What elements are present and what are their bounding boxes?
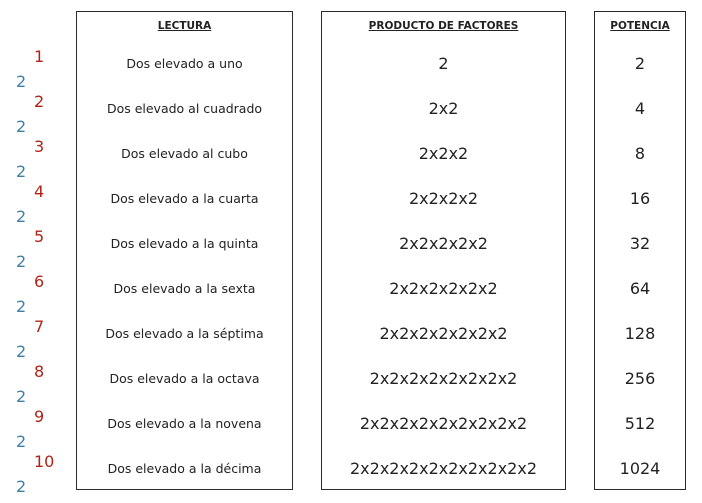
power-notation — [14, 137, 64, 182]
potencia-cell: 256 — [624, 369, 656, 388]
lectura-cell: Dos elevado al cubo — [121, 146, 248, 161]
producto-cell: 2x2x2 — [418, 144, 469, 163]
lectura-cell: Dos elevado a la novena — [107, 416, 262, 431]
lectura-cell: Dos elevado a la séptima — [105, 326, 264, 341]
power-notation-column — [0, 0, 70, 503]
power-notation — [14, 272, 64, 317]
power-base: 2 — [16, 387, 27, 406]
power-exponent: 5 — [34, 227, 45, 246]
power-base: 2 — [16, 297, 27, 316]
power-base: 2 — [16, 117, 27, 136]
potencia-cell: 8 — [634, 144, 646, 163]
lectura-cell: Dos elevado a uno — [126, 56, 243, 71]
power-notation — [14, 47, 64, 92]
potencia-cell: 512 — [624, 414, 656, 433]
power-exponent: 2 — [34, 92, 45, 111]
power-base: 2 — [16, 432, 27, 451]
potencia-cell: 1024 — [619, 459, 661, 478]
producto-cell: 2x2x2x2x2x2x2x2 — [369, 369, 518, 388]
potencia-cell: 2 — [634, 54, 646, 73]
power-exponent: 9 — [34, 407, 45, 426]
power-exponent: 8 — [34, 362, 45, 381]
producto-cell: 2x2x2x2x2 — [399, 234, 488, 253]
lectura-cell: Dos elevado a la sexta — [113, 281, 256, 296]
power-base: 2 — [16, 477, 27, 496]
power-base: 2 — [16, 162, 27, 181]
power-notation — [14, 317, 64, 362]
power-notation — [14, 227, 64, 272]
power-base: 2 — [16, 72, 27, 91]
lectura-cell: Dos elevado a la octava — [109, 371, 260, 386]
power-exponent: 7 — [34, 317, 45, 336]
potencia-cell: 4 — [634, 99, 646, 118]
power-exponent: 10 — [34, 452, 55, 471]
potencia-header: POTENCIA — [610, 20, 670, 32]
producto-cell: 2x2x2x2 — [408, 189, 479, 208]
power-exponent: 1 — [34, 47, 45, 66]
potencia-cell: 16 — [629, 189, 651, 208]
lectura-cell: Dos elevado a la cuarta — [110, 191, 259, 206]
lectura-cell: Dos elevado a la décima — [107, 461, 262, 476]
lectura-header: LECTURA — [157, 20, 212, 32]
power-base: 2 — [16, 207, 27, 226]
producto-cell: 2x2x2x2x2x2x2 — [379, 324, 508, 343]
lectura-cell: Dos elevado a la quinta — [110, 236, 259, 251]
producto-cell: 2 — [438, 54, 449, 73]
potencia-cell: 32 — [629, 234, 651, 253]
power-notation — [14, 407, 64, 452]
power-base: 2 — [16, 252, 27, 271]
potencia-cell: 128 — [624, 324, 656, 343]
power-base: 2 — [16, 342, 27, 361]
power-exponent: 4 — [34, 182, 45, 201]
producto-cell: 2x2 — [428, 99, 459, 118]
power-exponent: 3 — [34, 137, 45, 156]
power-notation — [14, 182, 64, 227]
power-notation — [14, 92, 64, 137]
power-exponent: 6 — [34, 272, 45, 291]
power-notation — [14, 362, 64, 407]
potencia-column — [594, 11, 686, 490]
power-notation — [14, 452, 64, 497]
producto-cell: 2x2x2x2x2x2x2x2x2 — [359, 414, 528, 433]
potencia-cell: 64 — [629, 279, 651, 298]
producto-cell: 2x2x2x2x2x2 — [389, 279, 498, 298]
producto-cell: 2x2x2x2x2x2x2x2x2x2 — [349, 459, 537, 478]
lectura-cell: Dos elevado al cuadrado — [106, 101, 263, 116]
producto-header: PRODUCTO DE FACTORES — [368, 20, 519, 32]
lectura-column — [76, 11, 293, 490]
producto-column — [321, 11, 566, 490]
